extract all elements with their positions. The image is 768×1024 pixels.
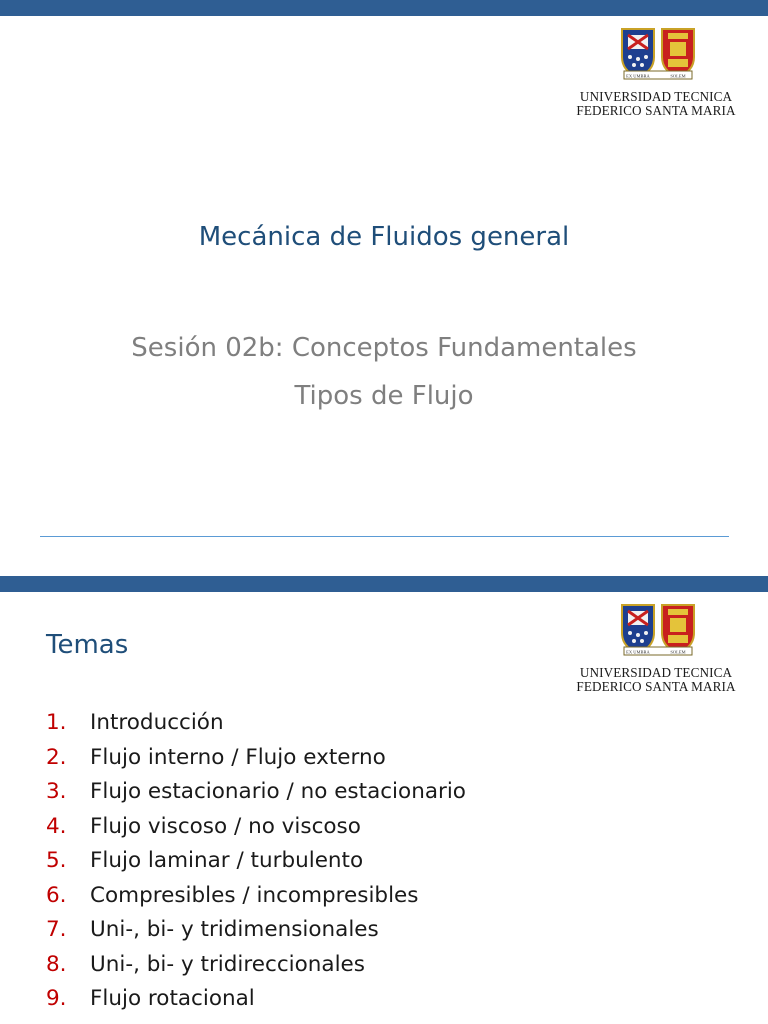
topic-label: Flujo rotacional — [90, 986, 255, 1011]
motto-right: SOLEM — [670, 73, 686, 79]
topic-label: Flujo laminar / turbulento — [90, 848, 364, 873]
topic-item — [46, 810, 466, 845]
topic-label: Flujo viscoso / no viscoso — [90, 813, 361, 839]
topic-item — [46, 844, 466, 879]
motto-left: EX UMBRA — [626, 73, 650, 79]
top-bar — [0, 0, 768, 16]
university-name — [566, 666, 746, 694]
topic-number: 4. — [46, 813, 67, 839]
university-name-line2: FEDERICO SANTA MARIA — [576, 103, 736, 118]
slide-subtitle-line2: Tipos de Flujo — [294, 381, 474, 411]
university-name-line2: FEDERICO SANTA MARIA — [576, 679, 736, 694]
topics-list — [46, 706, 466, 1017]
topic-label: Uni-, bi- y tridireccionales — [90, 951, 365, 977]
topics-slide — [0, 576, 768, 1024]
university-logo — [566, 603, 746, 695]
topic-label: Compresibles / incompresibles — [90, 882, 419, 908]
university-logo — [566, 27, 746, 119]
topic-number: 5. — [46, 848, 67, 873]
topic-number: 6. — [46, 882, 67, 908]
topic-label: Introducción — [90, 710, 224, 735]
topic-number: 9. — [46, 986, 67, 1011]
university-name-line1: UNIVERSIDAD TECNICA — [579, 665, 733, 680]
topic-item — [46, 879, 466, 914]
slide-subtitle-line1: Sesión 02b: Conceptos Fundamentales — [131, 333, 637, 363]
topic-item — [46, 706, 466, 741]
motto-right: SOLEM — [670, 649, 686, 655]
topic-item — [46, 741, 466, 776]
motto-left: EX UMBRA — [626, 649, 650, 655]
crest-icon — [618, 603, 698, 657]
topic-number: 3. — [46, 779, 67, 804]
slide-title: Mecánica de Fluidos general — [198, 222, 570, 252]
topic-label: Flujo estacionario / no estacionario — [90, 779, 466, 804]
topic-number: 7. — [46, 917, 67, 942]
topic-number: 1. — [46, 710, 67, 735]
topic-label: Uni-, bi- y tridimensionales — [90, 917, 379, 942]
topic-item — [46, 775, 466, 810]
topic-item — [46, 948, 466, 983]
topic-number: 8. — [46, 951, 67, 977]
topic-number: 2. — [46, 744, 67, 770]
topic-label: Flujo interno / Flujo externo — [90, 744, 386, 770]
topic-item — [46, 982, 466, 1017]
university-name-line1: UNIVERSIDAD TECNICA — [579, 89, 733, 104]
slide-heading: Temas — [46, 630, 129, 660]
divider-line — [40, 536, 729, 537]
top-bar — [0, 576, 768, 592]
topic-item — [46, 913, 466, 948]
university-name — [566, 90, 746, 118]
crest-icon — [618, 27, 698, 81]
